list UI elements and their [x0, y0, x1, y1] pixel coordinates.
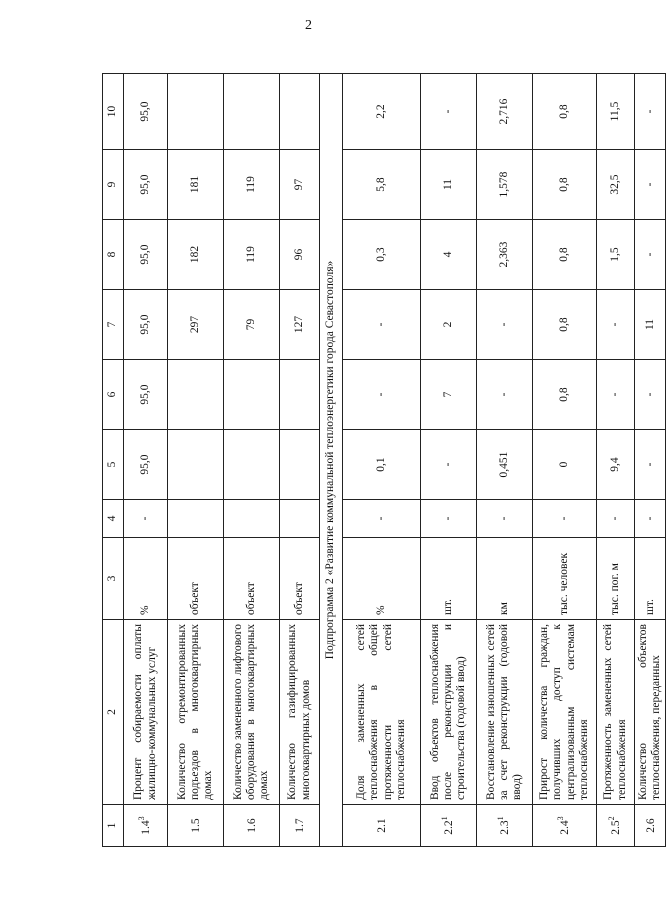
value-cell: [224, 500, 280, 538]
row-number: $2.4^3$: [533, 805, 597, 847]
value-cell: 4: [421, 220, 477, 290]
value-cell: 95,0: [124, 430, 168, 500]
value-cell: 11,5: [597, 74, 635, 150]
subprogram-title: Подпрограмма 2 «Развитие коммунальной теплоэнергетики города Севастополя»: [320, 74, 343, 847]
unit: тыс. пог. м: [597, 538, 635, 620]
table-row: [597, 74, 635, 847]
value-cell: 11: [421, 150, 477, 220]
value-cell: 95,0: [124, 290, 168, 360]
row-number: 1.6: [224, 805, 280, 847]
unit: объект: [168, 538, 224, 620]
value-cell: -: [597, 500, 635, 538]
row-number: $2.5^2$: [597, 805, 635, 847]
page-number: 2: [305, 18, 312, 33]
indicator-name: Доля замененных сетей теплоснабжения в общей протяженности сетей теплоснабжения: [343, 620, 421, 805]
col-header-7: 7: [103, 290, 124, 360]
value-cell: 95,0: [124, 150, 168, 220]
value-cell: -: [597, 290, 635, 360]
value-cell: -: [477, 360, 533, 430]
value-cell: 0,8: [533, 220, 597, 290]
row-number: $1.4^3$: [124, 805, 168, 847]
value-cell: 0,8: [533, 74, 597, 150]
indicator-name: Протяженность замененных сетей теплоснабжения: [597, 620, 635, 805]
value-cell: 95,0: [124, 360, 168, 430]
unit: шт.: [635, 538, 666, 620]
table-row: [343, 74, 421, 847]
value-cell: 119: [224, 220, 280, 290]
col-header-6: 6: [103, 360, 124, 430]
value-cell: [168, 500, 224, 538]
unit: шт.: [421, 538, 477, 620]
unit: %: [343, 538, 421, 620]
unit: %: [124, 538, 168, 620]
row-number: 1.5: [168, 805, 224, 847]
value-cell: -: [421, 74, 477, 150]
unit: объект: [224, 538, 280, 620]
table-row: [533, 74, 597, 847]
unit: объект: [280, 538, 320, 620]
value-cell: 95,0: [124, 74, 168, 150]
value-cell: 96: [280, 220, 320, 290]
value-cell: -: [635, 150, 666, 220]
value-cell: 5,8: [343, 150, 421, 220]
subprogram-title-row: [320, 74, 343, 847]
header-row: [103, 74, 124, 847]
col-header-1: 1: [103, 805, 124, 847]
value-cell: -: [124, 500, 168, 538]
value-cell: 127: [280, 290, 320, 360]
col-header-5: 5: [103, 430, 124, 500]
value-cell: 7: [421, 360, 477, 430]
value-cell: -: [635, 500, 666, 538]
row-number: 1.7: [280, 805, 320, 847]
value-cell: -: [343, 290, 421, 360]
unit: км: [477, 538, 533, 620]
value-cell: -: [635, 220, 666, 290]
value-cell: 2,716: [477, 74, 533, 150]
value-cell: 181: [168, 150, 224, 220]
value-cell: 2,2: [343, 74, 421, 150]
value-cell: 0,8: [533, 360, 597, 430]
value-cell: 297: [168, 290, 224, 360]
indicator-name: Количество газифицированных многоквартирных домов: [280, 620, 320, 805]
rotated-table-container: [102, 74, 663, 847]
indicator-name: Восстановление изношенных сетей за счет реконструкции (годовой ввод): [477, 620, 533, 805]
indicator-name: Ввод объектов теплоснабжения после реконструкции и строительства (годовой ввод): [421, 620, 477, 805]
value-cell: 95,0: [124, 220, 168, 290]
value-cell: -: [635, 74, 666, 150]
value-cell: 32,5: [597, 150, 635, 220]
unit: тыс. человек: [533, 538, 597, 620]
value-cell: 79: [224, 290, 280, 360]
indicator-name: Количество объектов теплоснабжения, переданных: [635, 620, 666, 805]
value-cell: 0,3: [343, 220, 421, 290]
value-cell: 2,363: [477, 220, 533, 290]
row-number: $2.3^1$: [477, 805, 533, 847]
row-number: 2.1: [343, 805, 421, 847]
table-row: [635, 74, 666, 847]
table-row: [124, 74, 168, 847]
table-row: [280, 74, 320, 847]
table-row: [421, 74, 477, 847]
value-cell: -: [477, 290, 533, 360]
indicator-name: Количество отремонтированных подъездов в многоквартирных домах: [168, 620, 224, 805]
value-cell: 1,578: [477, 150, 533, 220]
value-cell: -: [635, 430, 666, 500]
table-row: [168, 74, 224, 847]
value-cell: 1,5: [597, 220, 635, 290]
value-cell: -: [421, 430, 477, 500]
col-header-9: 9: [103, 150, 124, 220]
value-cell: -: [635, 360, 666, 430]
value-cell: 2: [421, 290, 477, 360]
value-cell: 119: [224, 150, 280, 220]
value-cell: -: [421, 500, 477, 538]
value-cell: [168, 430, 224, 500]
value-cell: 0,1: [343, 430, 421, 500]
col-header-4: 4: [103, 500, 124, 538]
indicators-table: [102, 73, 666, 847]
col-header-8: 8: [103, 220, 124, 290]
row-number: 2.6: [635, 805, 666, 847]
value-cell: -: [343, 500, 421, 538]
value-cell: [224, 430, 280, 500]
value-cell: -: [477, 500, 533, 538]
value-cell: 11: [635, 290, 666, 360]
value-cell: [168, 360, 224, 430]
value-cell: -: [533, 500, 597, 538]
col-header-2: 2: [103, 620, 124, 805]
value-cell: [168, 74, 224, 150]
value-cell: -: [597, 360, 635, 430]
value-cell: 9,4: [597, 430, 635, 500]
value-cell: 0,8: [533, 150, 597, 220]
value-cell: 0,451: [477, 430, 533, 500]
table-row: [477, 74, 533, 847]
value-cell: [280, 74, 320, 150]
row-number: $2.2^1$: [421, 805, 477, 847]
col-header-10: 10: [103, 74, 124, 150]
indicator-name: Процент собираемости оплаты жилищно-коммунальных услуг: [124, 620, 168, 805]
value-cell: [224, 360, 280, 430]
value-cell: [280, 430, 320, 500]
value-cell: 0: [533, 430, 597, 500]
table-row: [224, 74, 280, 847]
value-cell: [224, 74, 280, 150]
value-cell: [280, 360, 320, 430]
col-header-3: 3: [103, 538, 124, 620]
value-cell: 182: [168, 220, 224, 290]
indicator-name: Прирост количества граждан, получивших доступ к централизованным системам теплоснабжения: [533, 620, 597, 805]
indicator-name: Количество замененного лифтового оборудования в многоквартирных домах: [224, 620, 280, 805]
value-cell: [280, 500, 320, 538]
value-cell: 97: [280, 150, 320, 220]
value-cell: 0,8: [533, 290, 597, 360]
value-cell: -: [343, 360, 421, 430]
